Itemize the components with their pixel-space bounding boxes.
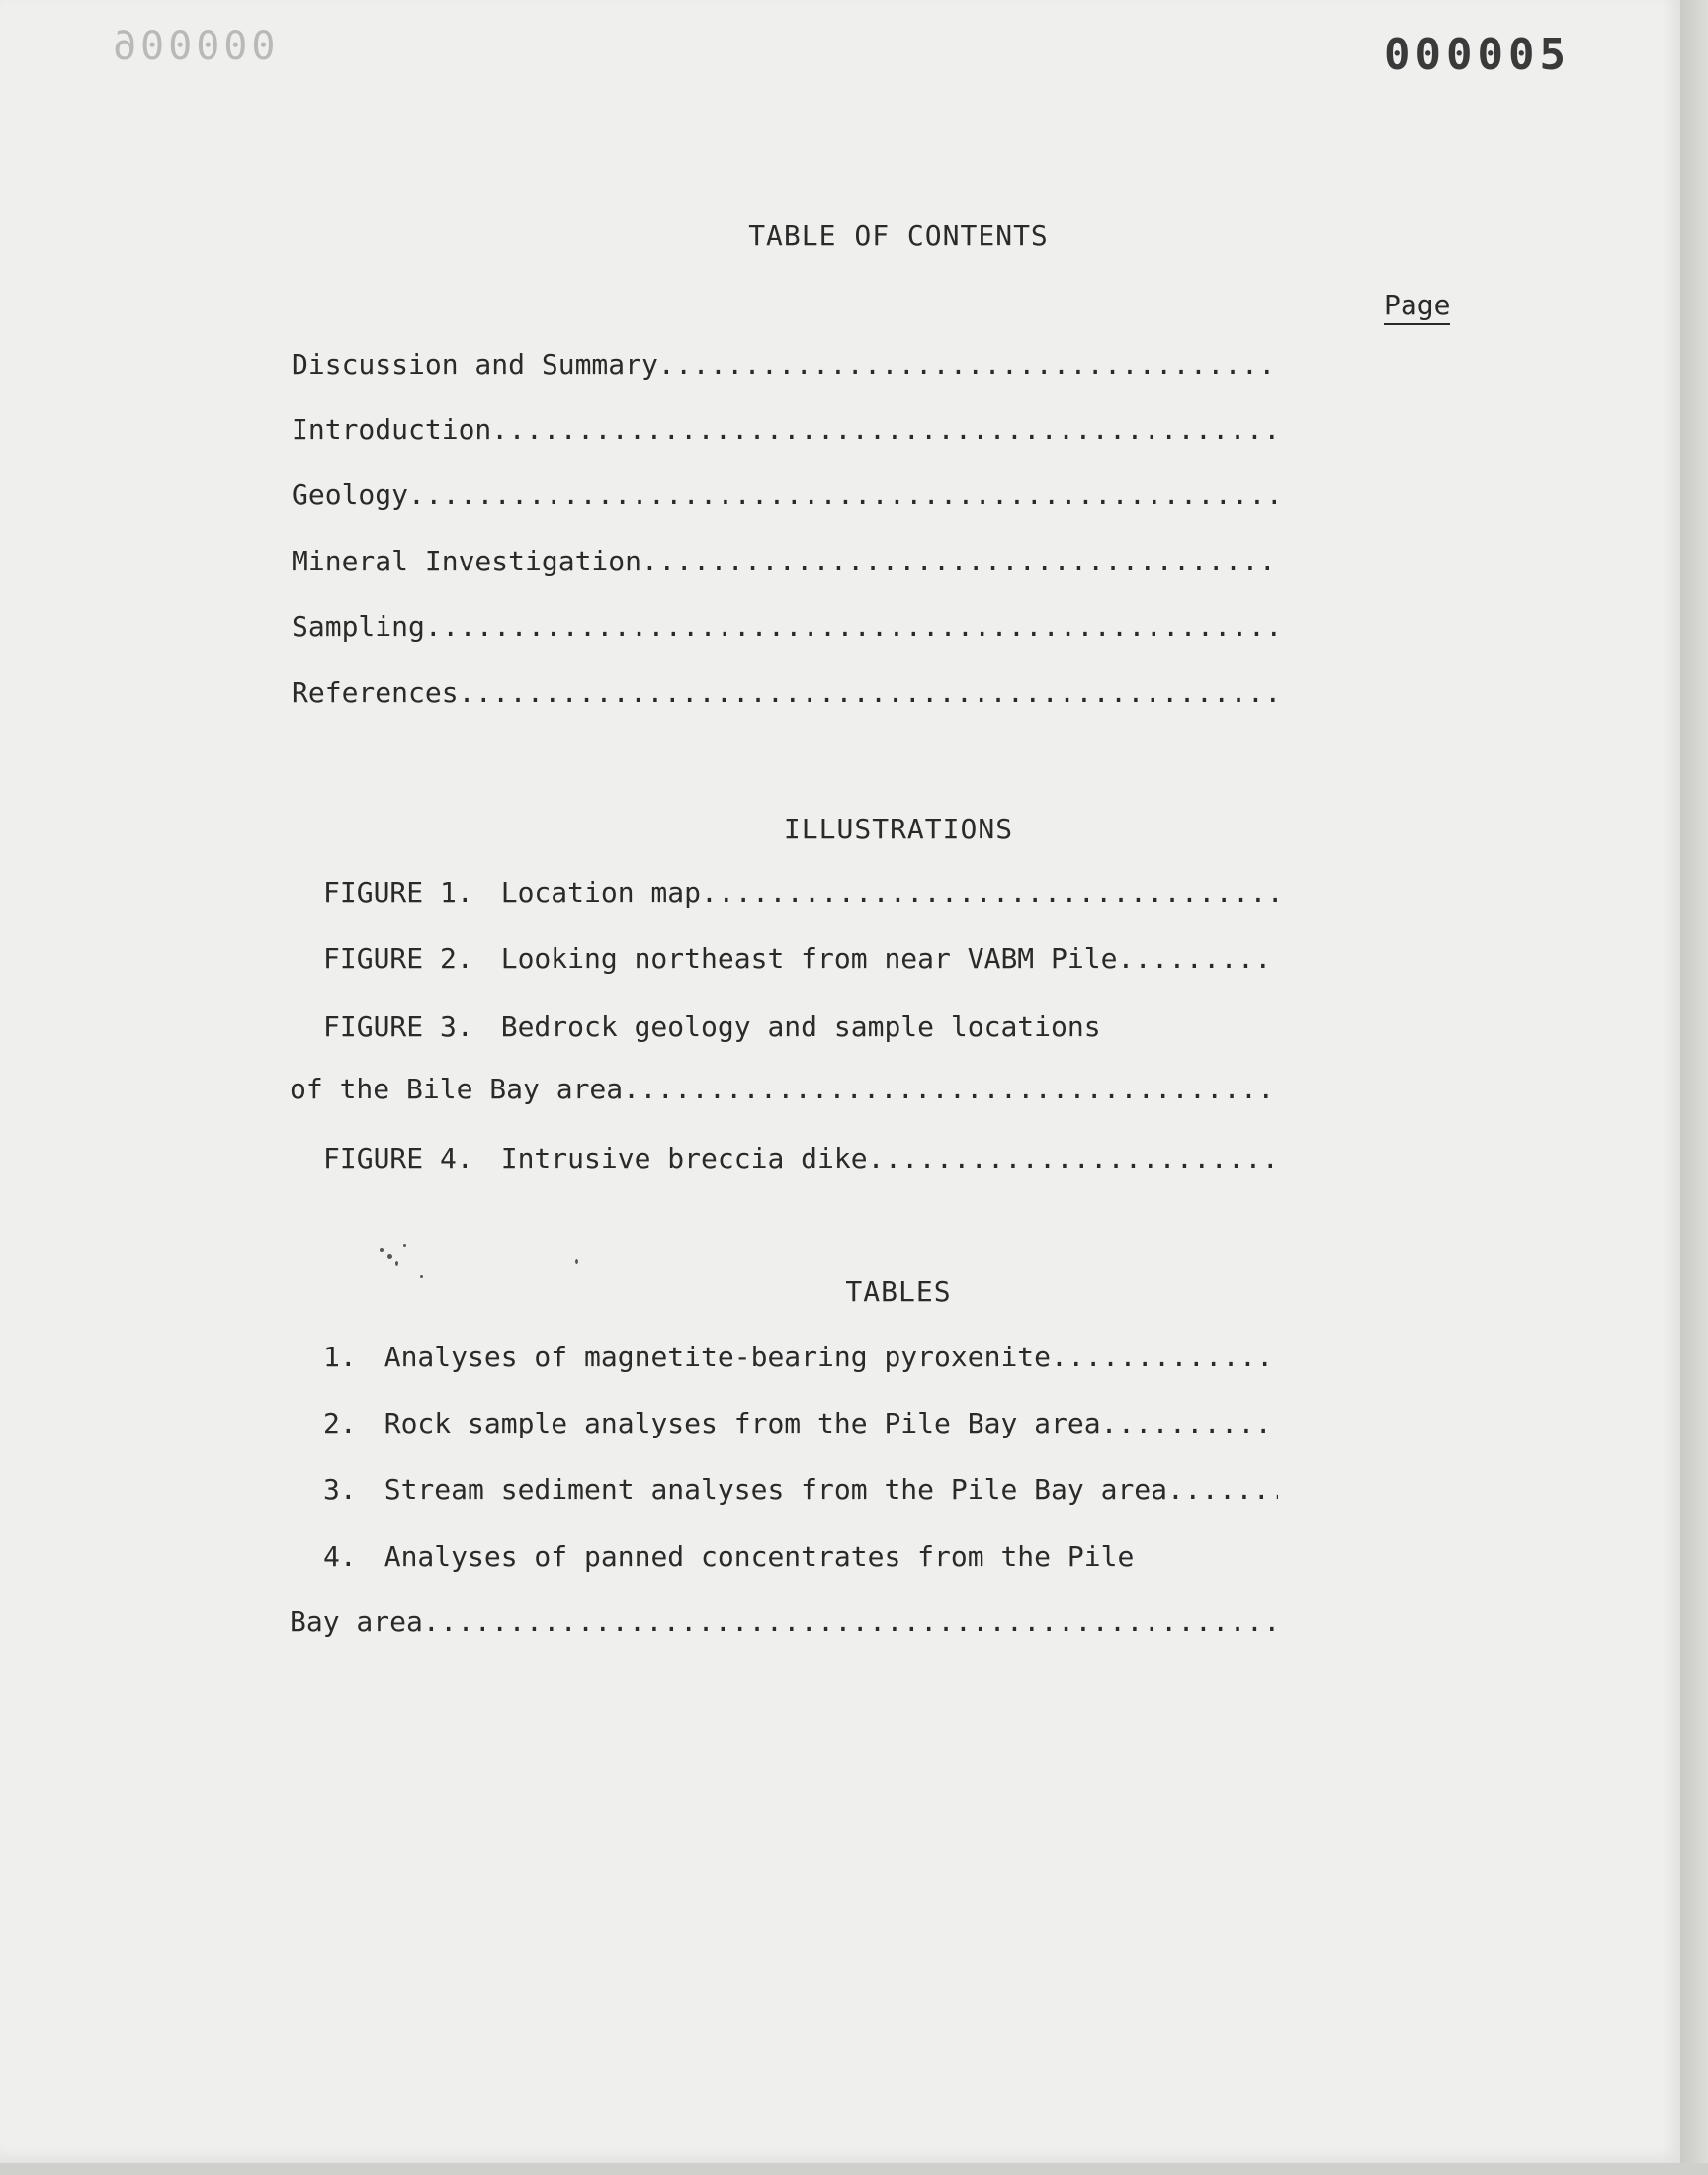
dot-leader bbox=[641, 545, 1280, 577]
figure-entry bbox=[323, 1142, 1278, 1177]
figure-entry bbox=[323, 876, 1278, 912]
table-entry bbox=[323, 1473, 1278, 1509]
illustrations-title: ILLUSTRATIONS bbox=[783, 813, 1014, 845]
toc-entry-label: Discussion and Summary bbox=[292, 348, 658, 381]
table-entry bbox=[323, 1341, 1278, 1376]
table-caption: Analyses of magnetite-bearing pyroxenite bbox=[384, 1341, 1052, 1373]
figure-caption: Looking northeast from near VABM Pile bbox=[500, 942, 1118, 975]
scan-speck bbox=[403, 1244, 406, 1247]
table-caption-continuation: Bay area bbox=[290, 1606, 423, 1638]
scan-speck bbox=[387, 1254, 392, 1259]
figure-number: FIGURE 2. bbox=[323, 942, 473, 975]
dot-leader bbox=[1051, 1341, 1278, 1373]
toc-entry bbox=[292, 478, 1280, 514]
toc-entry-label: Introduction bbox=[292, 413, 492, 446]
table-number: 2. bbox=[323, 1407, 357, 1439]
contents-title: TABLE OF CONTENTS bbox=[748, 219, 1049, 252]
dot-leader bbox=[868, 1142, 1278, 1174]
dot-leader bbox=[1117, 942, 1278, 975]
page-column-label: Page bbox=[1384, 289, 1450, 325]
scan-speck bbox=[395, 1261, 398, 1266]
table-caption: Stream sediment analyses from the Pile Bay area bbox=[384, 1473, 1168, 1506]
figure-caption: Intrusive breccia dike bbox=[500, 1142, 868, 1174]
scan-edge-right bbox=[1680, 0, 1708, 2175]
toc-entry bbox=[292, 413, 1280, 449]
toc-entry-label: Sampling bbox=[292, 610, 425, 643]
figure-caption: Location map bbox=[500, 876, 702, 909]
dot-leader bbox=[1167, 1473, 1278, 1506]
toc-entry-label: Mineral Investigation bbox=[292, 545, 642, 577]
table-caption: Rock sample analyses from the Pile Bay area bbox=[384, 1407, 1101, 1439]
toc-entry bbox=[292, 545, 1280, 580]
toc-entry bbox=[292, 676, 1280, 712]
table-entry bbox=[323, 1540, 1134, 1573]
dot-leader bbox=[1101, 1407, 1278, 1439]
table-number: 1. bbox=[323, 1341, 357, 1373]
toc-entry bbox=[292, 348, 1280, 384]
scan-edge-bottom bbox=[0, 2163, 1708, 2175]
figure-number: FIGURE 4. bbox=[323, 1142, 473, 1174]
dot-leader bbox=[701, 876, 1278, 909]
figure-number: FIGURE 3. bbox=[323, 1010, 473, 1043]
figure-caption: Bedrock geology and sample locations bbox=[500, 1010, 1101, 1043]
tables-title: TABLES bbox=[845, 1275, 952, 1308]
figure-number: FIGURE 1. bbox=[323, 876, 473, 909]
figure-caption-continuation: of the Bile Bay area bbox=[290, 1073, 624, 1105]
figure-entry-continuation bbox=[290, 1073, 1278, 1108]
toc-entry-label: Geology bbox=[292, 478, 409, 511]
toc-entry bbox=[292, 610, 1280, 646]
dot-leader bbox=[425, 610, 1280, 643]
table-caption: Analyses of panned concentrates from the Pile bbox=[384, 1540, 1135, 1573]
dot-leader bbox=[623, 1073, 1278, 1105]
figure-entry bbox=[323, 1010, 1101, 1043]
dot-leader bbox=[408, 478, 1280, 511]
mirrored-stamp-number: 000006 bbox=[109, 24, 276, 69]
page-number: 000005 bbox=[1384, 30, 1571, 80]
table-entry bbox=[323, 1407, 1278, 1442]
figure-entry bbox=[323, 942, 1278, 978]
table-number: 4. bbox=[323, 1540, 357, 1573]
dot-leader bbox=[658, 348, 1280, 381]
table-entry-continuation bbox=[290, 1606, 1278, 1641]
toc-entry-label: References bbox=[292, 676, 459, 709]
dot-leader bbox=[459, 676, 1280, 709]
dot-leader bbox=[491, 413, 1280, 446]
dot-leader bbox=[423, 1606, 1278, 1638]
table-number: 3. bbox=[323, 1473, 357, 1506]
scan-speck bbox=[380, 1248, 384, 1252]
scan-speck bbox=[575, 1259, 578, 1264]
